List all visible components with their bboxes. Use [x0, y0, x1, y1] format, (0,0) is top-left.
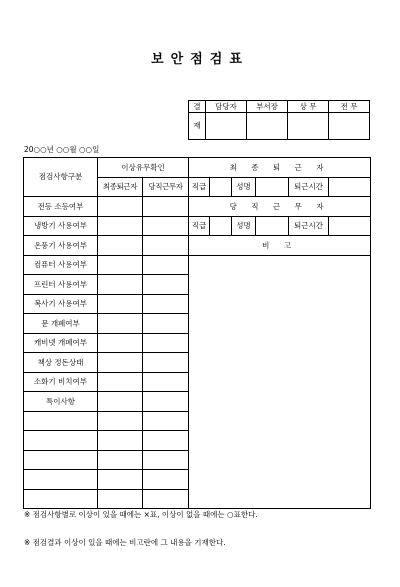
check-cell[interactable]: [98, 470, 143, 490]
check-cell[interactable]: [143, 450, 189, 470]
check-cell[interactable]: [98, 216, 143, 236]
approval-col-executive-director: 전 무: [329, 101, 370, 113]
check-cell[interactable]: [98, 353, 143, 373]
check-cell[interactable]: [143, 197, 189, 217]
empty-item[interactable]: [24, 470, 98, 490]
name-label: 성명: [232, 177, 256, 197]
leave-time-label: 퇴근시간: [289, 216, 329, 236]
check-cell[interactable]: [98, 431, 143, 451]
position-label: 직급: [189, 177, 210, 197]
check-cell[interactable]: [143, 216, 189, 236]
check-cell[interactable]: [143, 255, 189, 275]
position-field[interactable]: [210, 177, 232, 197]
check-cell[interactable]: [143, 353, 189, 373]
header-check-last: 최종퇴근자: [98, 177, 143, 197]
check-cell[interactable]: [98, 314, 143, 334]
item-label: 캐비넷 개폐여부: [24, 333, 98, 353]
approval-col-managing-director: 상 무: [288, 101, 329, 113]
position-field[interactable]: [210, 216, 232, 236]
remarks-label: 비 고: [189, 236, 371, 256]
approval-table: [188, 100, 370, 140]
check-cell[interactable]: [98, 333, 143, 353]
empty-item[interactable]: [24, 411, 98, 431]
approval-label-bottom: 재: [189, 113, 206, 140]
note-mark-rule: ※ 점검사항별로 이상이 있을 때에는 ×표, 이상이 없을 때에는 ○표한다.: [24, 510, 258, 519]
check-cell[interactable]: [143, 431, 189, 451]
header-last-leaver: 최 종 퇴 근 자: [189, 158, 371, 178]
empty-item[interactable]: [24, 489, 98, 509]
leave-time-label: 퇴근시간: [289, 177, 329, 197]
name-field[interactable]: [256, 177, 289, 197]
item-label: 문 개폐여부: [24, 314, 98, 334]
page-title: 보안점검표: [151, 52, 249, 67]
check-cell[interactable]: [98, 275, 143, 295]
item-label: 온풍기 사용여부: [24, 236, 98, 256]
check-cell[interactable]: [98, 236, 143, 256]
check-cell[interactable]: [98, 197, 143, 217]
name-label: 성명: [232, 216, 256, 236]
leave-time-field[interactable]: [329, 177, 371, 197]
check-cell[interactable]: [98, 392, 143, 412]
inspection-table: [23, 157, 371, 509]
item-label: 프린터 사용여부: [24, 275, 98, 295]
header-duty: 당 직 근 무 자: [189, 197, 371, 217]
signature-box[interactable]: [247, 113, 288, 140]
check-cell[interactable]: [143, 392, 189, 412]
header-check-group: 이상유무확인: [98, 158, 189, 178]
name-field[interactable]: [256, 216, 289, 236]
item-label: 특이사항: [24, 392, 98, 412]
signature-box[interactable]: [288, 113, 329, 140]
remarks-area[interactable]: [189, 255, 371, 509]
item-label: 냉방기 사용여부: [24, 216, 98, 236]
header-category: 점검사항구분: [24, 158, 98, 197]
check-cell[interactable]: [98, 489, 143, 509]
empty-item[interactable]: [24, 431, 98, 451]
item-label: 책상 정돈상태: [24, 353, 98, 373]
signature-box[interactable]: [206, 113, 247, 140]
check-cell[interactable]: [143, 294, 189, 314]
position-label: 직급: [189, 216, 210, 236]
note-remarks-rule: ※ 점검결과 이상이 있을 때에는 비고란에 그 내용을 기재한다.: [24, 538, 226, 547]
check-cell[interactable]: [143, 470, 189, 490]
check-cell[interactable]: [143, 275, 189, 295]
check-cell[interactable]: [98, 255, 143, 275]
check-cell[interactable]: [98, 294, 143, 314]
approval-col-dept-head: 부서장: [247, 101, 288, 113]
signature-box[interactable]: [329, 113, 370, 140]
header-check-duty: 당직근무자: [143, 177, 189, 197]
approval-label-top: 결: [189, 101, 206, 113]
leave-time-field[interactable]: [329, 216, 371, 236]
check-cell[interactable]: [143, 372, 189, 392]
check-cell[interactable]: [98, 372, 143, 392]
check-cell[interactable]: [143, 236, 189, 256]
check-cell[interactable]: [98, 411, 143, 431]
item-label: 전등 소등여부: [24, 197, 98, 217]
check-cell[interactable]: [143, 314, 189, 334]
check-cell[interactable]: [143, 411, 189, 431]
item-label: 복사기 사용여부: [24, 294, 98, 314]
item-label: 컴퓨터 사용여부: [24, 255, 98, 275]
item-label: 소화기 비치여부: [24, 372, 98, 392]
empty-item[interactable]: [24, 450, 98, 470]
approval-col-staff: 담당자: [206, 101, 247, 113]
check-cell[interactable]: [143, 489, 189, 509]
check-cell[interactable]: [98, 450, 143, 470]
inspection-date: 20○○년 ○○월 ○○일: [24, 145, 100, 154]
check-cell[interactable]: [143, 333, 189, 353]
